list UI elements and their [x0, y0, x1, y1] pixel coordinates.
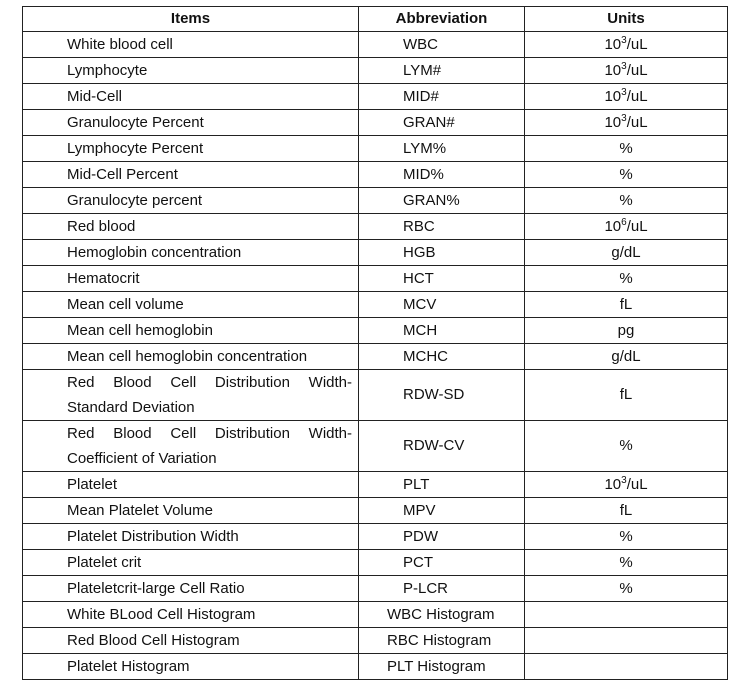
cell-abbreviation: GRAN%: [359, 188, 525, 214]
header-abbreviation: Abbreviation: [359, 7, 525, 32]
cell-abbreviation: MID#: [359, 84, 525, 110]
unit-base: 10: [604, 113, 622, 131]
cell-unit: g/dL: [525, 344, 728, 370]
cell-unit: g/dL: [525, 240, 728, 266]
table-row: [23, 292, 728, 318]
cell-abbreviation: MCHC: [359, 344, 525, 370]
cell-item: Red Blood Cell Histogram: [23, 628, 359, 654]
cell-abbreviation: RDW-CV: [359, 421, 525, 472]
unit-tail: /uL: [626, 113, 648, 131]
cell-item: Granulocyte percent: [23, 188, 359, 214]
cell-item: Red Blood Cell Distribution Width-Standard Deviation: [23, 370, 359, 421]
unit-base: 10: [604, 217, 622, 235]
unit-base: 10: [604, 61, 622, 79]
cell-abbreviation: LYM%: [359, 136, 525, 162]
table-row: [23, 188, 728, 214]
cell-item: Hematocrit: [23, 266, 359, 292]
unit-exponent: 3: [621, 474, 627, 486]
unit-tail: /uL: [626, 87, 648, 105]
cell-abbreviation: MCV: [359, 292, 525, 318]
table-row: [23, 32, 728, 58]
cell-abbreviation: HCT: [359, 266, 525, 292]
unit-base: 10: [604, 87, 622, 105]
table-row: [23, 524, 728, 550]
table-row: [23, 162, 728, 188]
table-row: [23, 110, 728, 136]
table-row: [23, 84, 728, 110]
cell-abbreviation: RBC: [359, 214, 525, 240]
cell-unit: fL: [525, 370, 728, 421]
table-row: [23, 472, 728, 498]
table-row: [23, 602, 728, 628]
cell-item: Mean Platelet Volume: [23, 498, 359, 524]
cell-item: White BLood Cell Histogram: [23, 602, 359, 628]
cell-item: Mean cell volume: [23, 292, 359, 318]
cell-unit: %: [525, 421, 728, 472]
unit-tail: /uL: [626, 217, 648, 235]
cell-unit: %: [525, 188, 728, 214]
cell-item: Platelet crit: [23, 550, 359, 576]
cell-unit: [525, 628, 728, 654]
table-row: [23, 58, 728, 84]
cell-abbreviation: WBC: [359, 32, 525, 58]
table-row: [23, 498, 728, 524]
cell-abbreviation: RDW-SD: [359, 370, 525, 421]
cell-abbreviation: MID%: [359, 162, 525, 188]
cell-unit: %: [525, 550, 728, 576]
cell-item: Platelet Histogram: [23, 654, 359, 680]
table-row: [23, 318, 728, 344]
cell-item: Granulocyte Percent: [23, 110, 359, 136]
table-row: [23, 214, 728, 240]
cell-unit: %: [525, 266, 728, 292]
cell-item: Red blood: [23, 214, 359, 240]
table-row: [23, 550, 728, 576]
unit-base: 10: [604, 35, 622, 53]
cell-unit: [525, 32, 728, 58]
table-row: [23, 421, 728, 472]
cell-unit: [525, 110, 728, 136]
cell-abbreviation: PLT: [359, 472, 525, 498]
cell-item: Lymphocyte Percent: [23, 136, 359, 162]
table-row: [23, 628, 728, 654]
table-header: [23, 7, 728, 32]
cell-unit: [525, 84, 728, 110]
unit-tail: /uL: [626, 61, 648, 79]
cell-unit: [525, 602, 728, 628]
cell-unit: [525, 654, 728, 680]
cell-unit: %: [525, 162, 728, 188]
cell-abbreviation: RBC Histogram: [359, 628, 525, 654]
cell-item: Platelet Distribution Width: [23, 524, 359, 550]
header-items: Items: [23, 7, 359, 32]
cell-abbreviation: MCH: [359, 318, 525, 344]
cell-unit: %: [525, 524, 728, 550]
cell-unit: [525, 214, 728, 240]
unit-exponent: 3: [621, 112, 627, 124]
unit-exponent: 3: [621, 86, 627, 98]
cell-item: Red Blood Cell Distribution Width-Coefficient of Variation: [23, 421, 359, 472]
header-units: Units: [525, 7, 728, 32]
cell-unit: [525, 472, 728, 498]
unit-exponent: 3: [621, 60, 627, 72]
cell-unit: fL: [525, 498, 728, 524]
table-row: [23, 654, 728, 680]
unit-base: 10: [604, 475, 622, 493]
cell-item: Platelet: [23, 472, 359, 498]
cell-abbreviation: LYM#: [359, 58, 525, 84]
cell-item: Plateletcrit-large Cell Ratio: [23, 576, 359, 602]
cell-item: Mid-Cell Percent: [23, 162, 359, 188]
cell-item: Mean cell hemoglobin: [23, 318, 359, 344]
cell-abbreviation: GRAN#: [359, 110, 525, 136]
unit-exponent: 6: [621, 216, 627, 228]
cell-item: Mean cell hemoglobin concentration: [23, 344, 359, 370]
cell-abbreviation: MPV: [359, 498, 525, 524]
table-row: [23, 240, 728, 266]
unit-tail: /uL: [626, 475, 648, 493]
cell-abbreviation: WBC Histogram: [359, 602, 525, 628]
cell-unit: %: [525, 576, 728, 602]
cell-item: Hemoglobin concentration: [23, 240, 359, 266]
cell-unit: pg: [525, 318, 728, 344]
cell-abbreviation: HGB: [359, 240, 525, 266]
cell-item: Lymphocyte: [23, 58, 359, 84]
cell-item: White blood cell: [23, 32, 359, 58]
table-row: [23, 136, 728, 162]
unit-exponent: 3: [621, 34, 627, 46]
table-row: [23, 266, 728, 292]
table-body: [23, 32, 728, 680]
header-row: [23, 7, 728, 32]
unit-tail: /uL: [626, 35, 648, 53]
cell-abbreviation: PDW: [359, 524, 525, 550]
cell-unit: [525, 58, 728, 84]
cell-item: Mid-Cell: [23, 84, 359, 110]
table-row: [23, 576, 728, 602]
cell-abbreviation: PLT Histogram: [359, 654, 525, 680]
cell-abbreviation: P-LCR: [359, 576, 525, 602]
table-row: [23, 370, 728, 421]
cell-abbreviation: PCT: [359, 550, 525, 576]
table-row: [23, 344, 728, 370]
blood-parameters-table: [22, 6, 728, 680]
cell-unit: %: [525, 136, 728, 162]
cell-unit: fL: [525, 292, 728, 318]
